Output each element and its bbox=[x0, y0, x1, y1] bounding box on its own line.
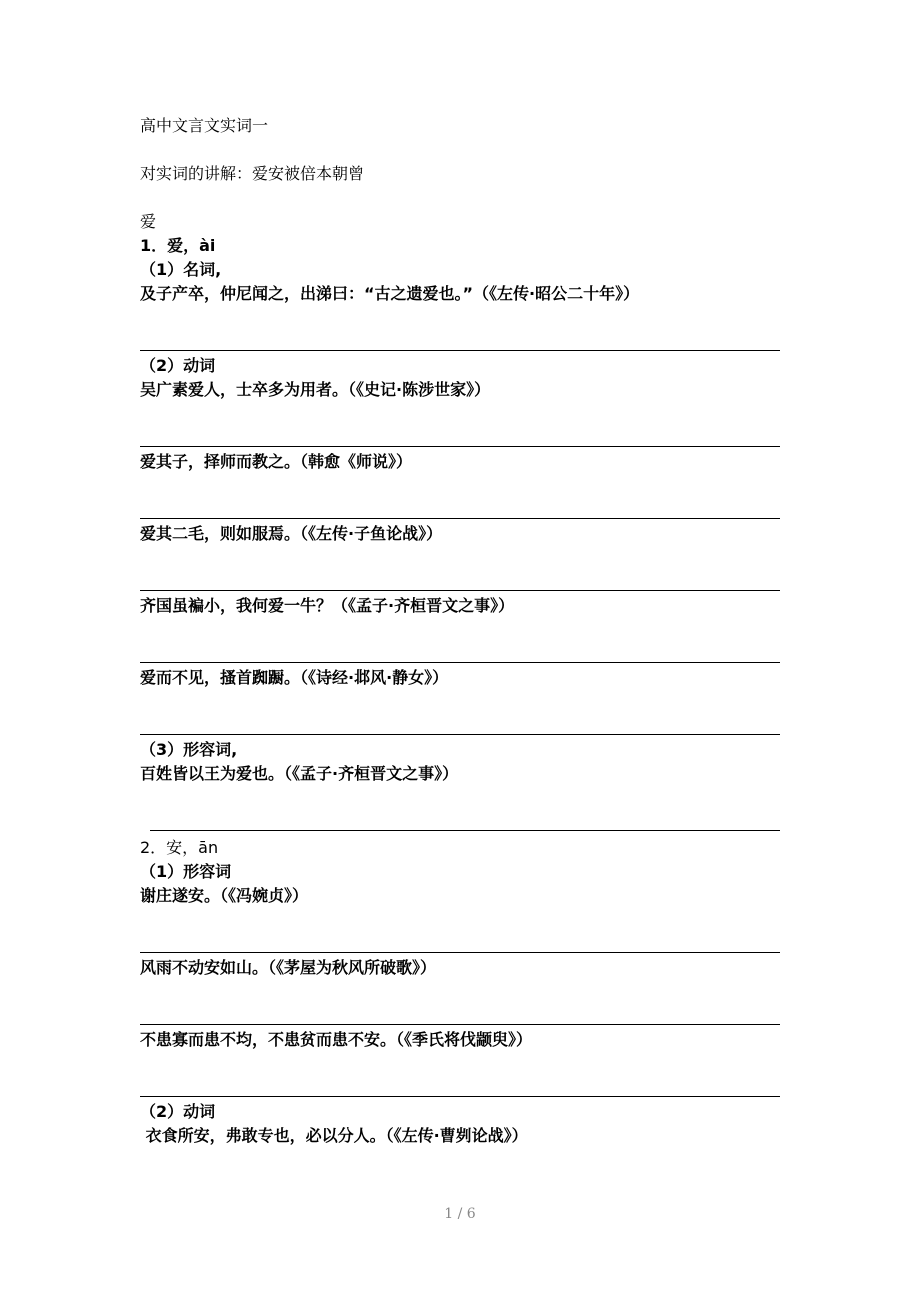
answer-line bbox=[140, 518, 780, 519]
entry-ai: 1．爱，ài bbox=[140, 236, 216, 255]
example-line: 衣食所安，弗敢专也，必以分人。（《左传·曹刿论战》） bbox=[140, 1126, 528, 1145]
example-line: 百姓皆以王为爱也。（《孟子·齐桓晋文之事》） bbox=[140, 764, 459, 783]
answer-line bbox=[140, 350, 780, 351]
example-line: 爱其二毛，则如服焉。（《左传·子鱼论战》） bbox=[140, 524, 443, 543]
document-title: 高中文言文实词一 bbox=[140, 116, 269, 135]
answer-line bbox=[140, 590, 780, 591]
pos-label-adj: （1）形容词 bbox=[140, 862, 232, 881]
intro-line: 对实词的讲解：爱安被倍本朝曾 bbox=[140, 164, 365, 183]
answer-line bbox=[140, 734, 780, 735]
page-number: 1 / 6 bbox=[444, 1206, 476, 1222]
example-line: 爱而不见，搔首踟蹰。（《诗经·邶风·静女》） bbox=[140, 668, 449, 687]
answer-line bbox=[140, 1024, 780, 1025]
answer-line bbox=[140, 446, 780, 447]
answer-line bbox=[140, 662, 780, 663]
example-line: 爱其子，择师而教之。（韩愈《师说》） bbox=[140, 452, 413, 471]
answer-line bbox=[140, 1096, 780, 1097]
example-line: 不患寡而患不均，不患贫而患不安。（《季氏将伐颛臾》） bbox=[140, 1030, 533, 1049]
example-line: 齐国虽褊小，我何爱一牛？（《孟子·齐桓晋文之事》） bbox=[140, 596, 515, 615]
example-line: 谢庄遂安。（《冯婉贞》） bbox=[140, 886, 309, 905]
answer-line bbox=[140, 952, 780, 953]
example-line: 及子产卒，仲尼闻之，出涕曰：“古之遗爱也。”（《左传·昭公二十年》） bbox=[140, 284, 640, 303]
pos-label-verb: （2）动词 bbox=[140, 1102, 216, 1121]
pos-label-adj: （3）形容词, bbox=[140, 740, 238, 759]
entry-an: 2．安，ān bbox=[140, 838, 219, 857]
example-line: 吴广素爱人，士卒多为用者。（《史记·陈涉世家》） bbox=[140, 380, 491, 399]
pos-label-noun: （1）名词, bbox=[140, 260, 222, 279]
section-heading-ai: 爱 bbox=[140, 212, 157, 231]
example-line: 风雨不动安如山。（《茅屋为秋风所破歌》） bbox=[140, 958, 437, 977]
answer-line bbox=[150, 830, 780, 831]
pos-label-verb: （2）动词 bbox=[140, 356, 216, 375]
